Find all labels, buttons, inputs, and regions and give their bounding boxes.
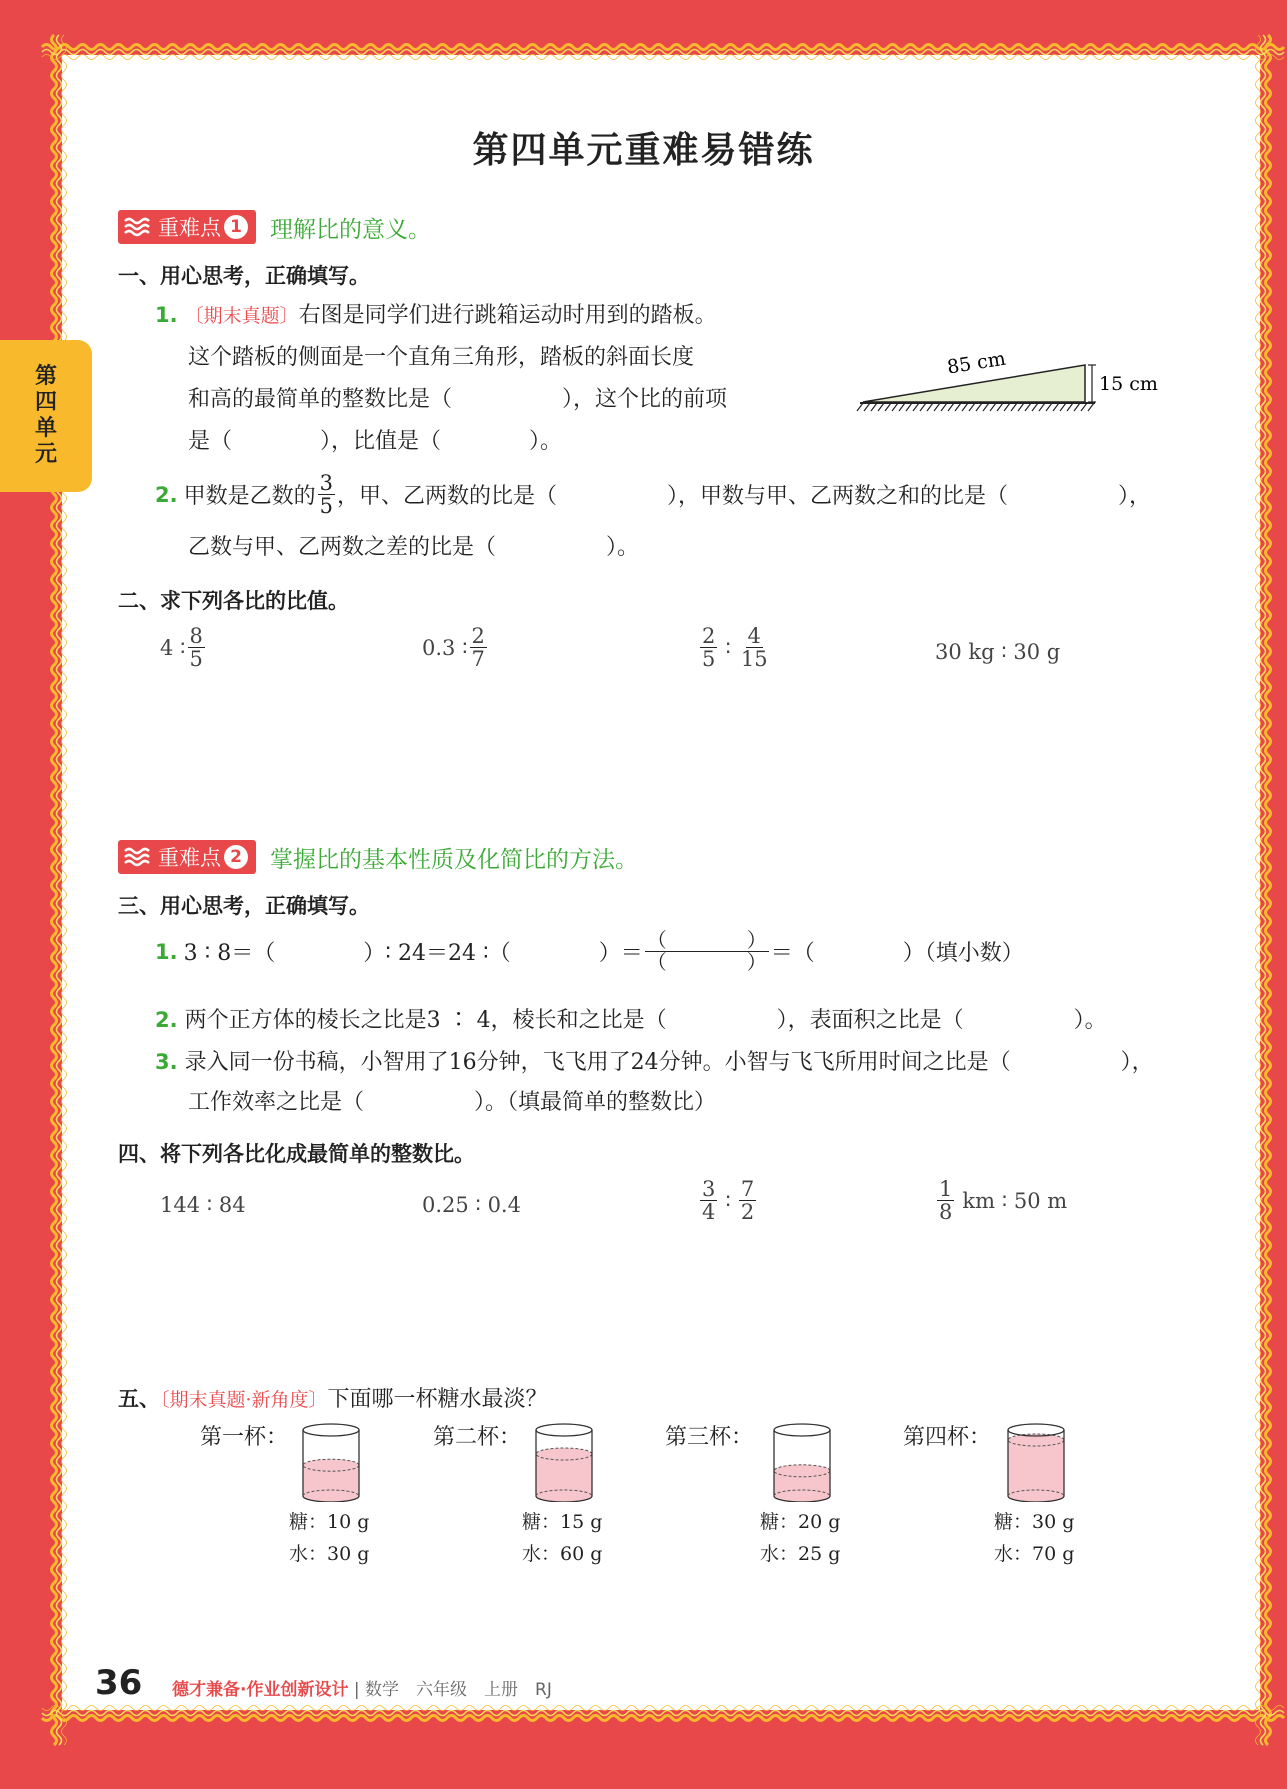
waves-icon [124, 216, 152, 238]
key-point-label: 重难点 [158, 846, 221, 870]
key-point-badge [118, 210, 256, 244]
fraction-numerator: 3 [702, 1177, 716, 1201]
cup-icon [532, 1420, 596, 1502]
cup-ingredients [522, 1506, 602, 1570]
key-point-2 [118, 842, 638, 872]
fraction-numerator: （ ） [646, 928, 767, 952]
wavy-border-line [42, 55, 1284, 60]
cup-ingredients [289, 1506, 369, 1570]
ratio-sign: ∶ [725, 1188, 731, 1213]
fraction-denominator: 7 [471, 647, 485, 672]
hatch-line [934, 403, 940, 411]
hatch-line [997, 403, 1003, 411]
key-point-badge [118, 840, 256, 874]
side-tab-char: 单 [34, 416, 57, 441]
hatch-line [1053, 403, 1059, 411]
hatch-line [906, 403, 912, 411]
hatch-line [871, 403, 877, 411]
wavy-border-line [42, 45, 1284, 50]
fraction-denominator: 15 [740, 647, 768, 672]
question-3-3-line2: 工作效率之比是（ ）。（填最简单的整数比） [188, 1090, 717, 1115]
hatch-line [878, 403, 884, 411]
question-number: 1. [155, 939, 178, 964]
fraction-numerator: 1 [939, 1177, 953, 1201]
question-number: 2. [155, 1008, 178, 1032]
cup-water: 水：30 g [289, 1543, 370, 1565]
hatch-line [955, 403, 961, 411]
hatch-line [1067, 403, 1073, 411]
fraction-numerator: 7 [740, 1177, 755, 1201]
hatch-line [983, 403, 989, 411]
question-3-1 [155, 930, 1024, 973]
hatch-line [899, 403, 905, 411]
wavy-border-line [42, 1706, 1284, 1711]
key-point-label: 重难点 [158, 216, 221, 240]
key-point-text: 理解比的意义。 [270, 216, 431, 243]
page-number: 36 [95, 1663, 143, 1703]
fraction [318, 472, 335, 517]
hatch-line [1074, 403, 1080, 411]
question-3-2 [155, 1003, 1107, 1034]
cup-water: 水：60 g [522, 1543, 603, 1565]
hatch-line [920, 403, 926, 411]
fraction [739, 625, 770, 670]
fraction [188, 625, 205, 670]
fraction-numerator: 3 [319, 471, 333, 495]
page-title: 第四单元重难易错练 [472, 130, 815, 171]
question-text: 右图是同学们进行跳箱运动时用到的踏板。 [298, 303, 717, 328]
ratio-expression: 144 ∶ 84 [160, 1193, 246, 1217]
ratio-expression [935, 1178, 1067, 1223]
cup-icon [1004, 1420, 1068, 1502]
fraction-numerator: 8 [189, 624, 203, 648]
question-3-3-line1 [155, 1045, 1154, 1076]
cup-ingredients [760, 1506, 840, 1570]
hatch-line [885, 403, 891, 411]
hatch-line [913, 403, 919, 411]
fraction-denominator: 2 [740, 1200, 755, 1225]
hatch-line [857, 403, 863, 411]
expr-text: 0.3 ∶ [422, 635, 468, 660]
blank-fraction [645, 930, 769, 973]
expr-text: km ∶ 50 m [962, 1188, 1068, 1213]
fraction-denominator: 8 [939, 1200, 953, 1225]
hatch-line [990, 403, 996, 411]
fraction-denominator: 5 [702, 647, 716, 672]
section-heading-1: 一、用心思考，正确填写。 [118, 264, 370, 288]
ramp-slant-label: 85 cm [945, 347, 1008, 379]
cup-sugar: 糖：30 g [994, 1511, 1075, 1533]
footer-text [172, 1675, 552, 1700]
unit-side-tab [0, 340, 92, 492]
key-point-number: 1 [224, 215, 248, 239]
ratio-expression: 0.25 ∶ 0.4 [422, 1193, 521, 1217]
hatch-line [1046, 403, 1052, 411]
hatch-line [1018, 403, 1024, 411]
question-text: 甲数是乙数的 [183, 484, 316, 510]
ratio-expression [160, 625, 207, 670]
cup-water: 水：70 g [994, 1543, 1075, 1565]
cup-water: 水：25 g [760, 1543, 841, 1565]
hatch-line [864, 403, 870, 411]
ratio-expression [698, 625, 772, 670]
hatch-line [1039, 403, 1045, 411]
fraction-numerator: 2 [471, 624, 485, 648]
hatch-line [927, 403, 933, 411]
ratio-sign: ∶ [725, 635, 731, 660]
fraction [700, 1178, 717, 1223]
question-tag: 〔期末真题〕 [184, 305, 299, 327]
cup-label: 第四杯： [903, 1425, 992, 1450]
question-1-line2: 这个踏板的侧面是一个直角三角形，踏板的斜面长度 [188, 345, 695, 370]
hatch-line [1004, 403, 1010, 411]
cup-ingredients [994, 1506, 1074, 1570]
question-1-line4: 是（ ），比值是（ ）。 [188, 429, 563, 454]
side-tab-char: 元 [34, 442, 57, 467]
ramp-height-label: 15 cm [1099, 373, 1158, 395]
section-heading-2: 二、求下列各比的比值。 [118, 589, 349, 613]
question-number: 2. [155, 482, 178, 507]
question-text: ＝（ ）（填小数） [770, 941, 1024, 966]
fraction-denominator: 4 [702, 1200, 716, 1225]
hatch-line [976, 403, 982, 411]
cup-label: 第一杯： [200, 1425, 289, 1450]
wavy-border-line [42, 1716, 1284, 1721]
hatch-line [1032, 403, 1038, 411]
hatch-line [1081, 403, 1087, 411]
hatch-line [1011, 403, 1017, 411]
cup-sugar: 糖：15 g [522, 1511, 603, 1533]
question-text: ，甲、乙两数的比是（ ），甲数与甲、乙两数之和的比是（ ）， [336, 484, 1151, 510]
expr-text: 4 ∶ [160, 635, 186, 660]
fraction-numerator: 4 [747, 624, 761, 648]
section-heading-4: 四、将下列各比化成最简单的整数比。 [118, 1142, 475, 1166]
question-tag: 〔期末真题·新角度〕 [160, 1389, 328, 1411]
fraction-denominator: 5 [319, 494, 333, 519]
hatch-line [969, 403, 975, 411]
fraction [937, 1178, 954, 1223]
fraction [700, 625, 717, 670]
fraction-numerator: 2 [702, 624, 716, 648]
section-heading-3: 三、用心思考，正确填写。 [118, 894, 370, 918]
question-text: 下面哪一杯糖水最淡？ [327, 1387, 548, 1412]
question-text: 两个正方体的棱长之比是3 ∶ 4，棱长和之比是（ ），表面积之比是（ ）。 [184, 1008, 1107, 1033]
side-tab-char: 第 [34, 364, 57, 389]
question-2-line1 [155, 472, 1151, 517]
hatch-line [1088, 403, 1094, 411]
section-heading-5 [118, 1382, 548, 1413]
footer-brand: 德才兼备·作业创新设计 [172, 1680, 349, 1700]
ratio-expression: 30 kg ∶ 30 g [935, 640, 1061, 664]
section-prefix: 五、 [118, 1387, 160, 1411]
question-number: 3. [155, 1050, 178, 1074]
question-number: 1. [155, 303, 178, 327]
waves-icon [124, 846, 152, 868]
cup-sugar: 糖：20 g [760, 1511, 841, 1533]
hatch-line [1060, 403, 1066, 411]
question-2-line2: 乙数与甲、乙两数之差的比是（ ）。 [188, 535, 640, 560]
question-1-line1 [155, 298, 717, 329]
question-text: 3 ∶ 8＝（ ）∶ 24＝24 ∶（ ）＝ [183, 941, 643, 966]
cup-sugar: 糖：10 g [289, 1511, 370, 1533]
key-point-number: 2 [224, 845, 248, 869]
footer-book-info: | 数学 六年级 上册 RJ [353, 1680, 552, 1700]
ramp-diagram [855, 345, 1180, 415]
cup-icon [770, 1420, 834, 1502]
fraction-denominator: （ ） [646, 950, 767, 974]
fraction [739, 1178, 756, 1223]
cup-label: 第三杯： [665, 1425, 754, 1450]
fraction-denominator: 5 [189, 647, 203, 672]
key-point-1 [118, 212, 431, 242]
hatch-line [941, 403, 947, 411]
ratio-expression [698, 1178, 758, 1223]
cup-icon [299, 1420, 363, 1502]
hatch-line [892, 403, 898, 411]
ground-hatching [857, 403, 1094, 411]
hatch-line [948, 403, 954, 411]
hatch-line [962, 403, 968, 411]
question-text: 录入同一份书稿，小智用了16分钟，飞飞用了24分钟。小智与飞飞所用时间之比是（ ）， [184, 1050, 1154, 1075]
cup-label: 第二杯： [433, 1425, 522, 1450]
side-tab-char: 四 [34, 390, 57, 415]
hatch-line [1025, 403, 1031, 411]
ratio-expression [422, 625, 489, 670]
question-1-line3: 和高的最简单的整数比是（ ），这个比的前项 [188, 387, 728, 412]
key-point-text: 掌握比的基本性质及化简比的方法。 [270, 846, 638, 873]
fraction [470, 625, 487, 670]
